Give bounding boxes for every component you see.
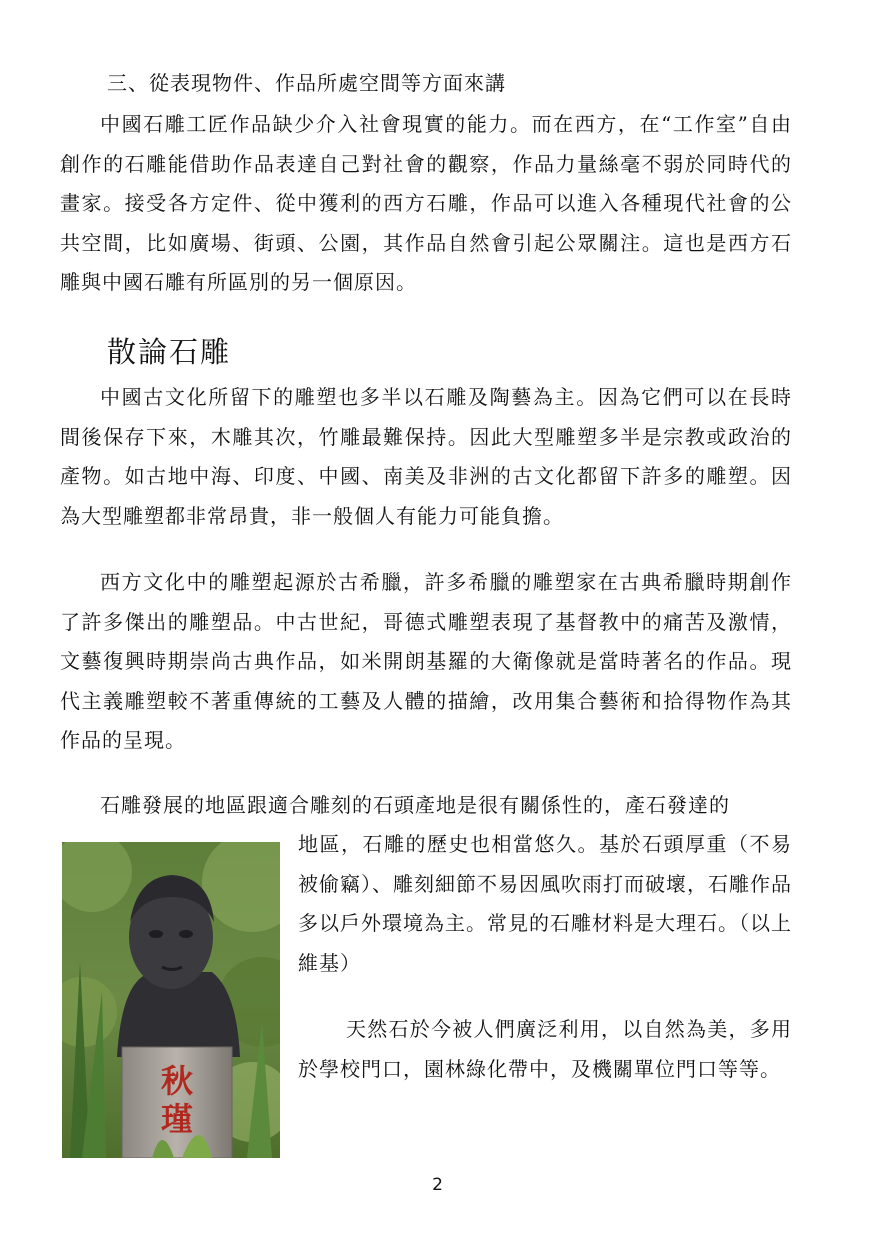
section-title: 散論石雕 bbox=[107, 335, 232, 369]
paragraph-region-rest-block bbox=[298, 825, 792, 983]
paragraph-region-rest: 地區，石雕的歷史也相當悠久。基於石頭厚重（不易被偷竊）、雕刻細節不易因風吹雨打而破壞，石雕作品多以戶外環境為主。常見的石雕材料是大理石。（以上維基） bbox=[298, 832, 792, 975]
page-number: 2 bbox=[432, 1175, 443, 1195]
plaque-char-1: 秋 bbox=[160, 1062, 194, 1100]
paragraph-western-block bbox=[60, 563, 792, 761]
paragraph-natural: 天然石於今被人們廣泛利用，以自然為美，多用於學校門口，園林綠化帶中，及機關單位門口等等。 bbox=[298, 1017, 792, 1081]
bust-statue-photo bbox=[62, 842, 280, 1158]
paragraph-western: 西方文化中的雕塑起源於古希臘，許多希臘的雕塑家在古典希臘時期創作了許多傑出的雕塑品。中古世紀，哥德式雕塑表現了基督教中的痛苦及激情，文藝復興時期崇尚古典作品，如米開朗基羅的大衛像就是當時著名的作品。現代主義雕塑較不著重傳統的工藝及人體的描繪，改用集合藝術和拾得物作為其作品的呈現。 bbox=[60, 570, 792, 752]
paragraph-natural-block bbox=[298, 1010, 792, 1089]
plaque-char-2: 瑾 bbox=[160, 1100, 194, 1138]
paragraph-region-first-line bbox=[60, 786, 792, 826]
statue-image bbox=[62, 842, 280, 1158]
paragraph-region-line1: 石雕發展的地區跟適合雕刻的石頭產地是很有關係性的，產石發達的 bbox=[100, 793, 730, 817]
paragraph-ancient-block bbox=[60, 378, 792, 536]
paragraph-intro-block bbox=[60, 105, 792, 303]
paragraph-ancient: 中國古文化所留下的雕塑也多半以石雕及陶藝為主。因為它們可以在長時間後保存下來，木雕其次，竹雕最難保持。因此大型雕塑多半是宗教或政治的產物。如古地中海、印度、中國、南美及非洲的古文化都留下許多的雕塑。因為大型雕塑都非常昂貴，非一般個人有能力可能負擔。 bbox=[60, 385, 792, 528]
section-heading: 三、從表現物件、作品所處空間等方面來講 bbox=[107, 71, 506, 95]
paragraph-intro: 中國石雕工匠作品缺少介入社會現實的能力。而在西方，在“工作室”自由創作的石雕能借助作品表達自己對社會的觀察，作品力量絲毫不弱於同時代的畫家。接受各方定件、從中獲利的西方石雕，作品可以進入各種現代社會的公共空間，比如廣場、街頭、公園，其作品自然會引起公眾關注。這也是西方石雕與中國石雕有所區別的另一個原因。 bbox=[60, 112, 792, 294]
